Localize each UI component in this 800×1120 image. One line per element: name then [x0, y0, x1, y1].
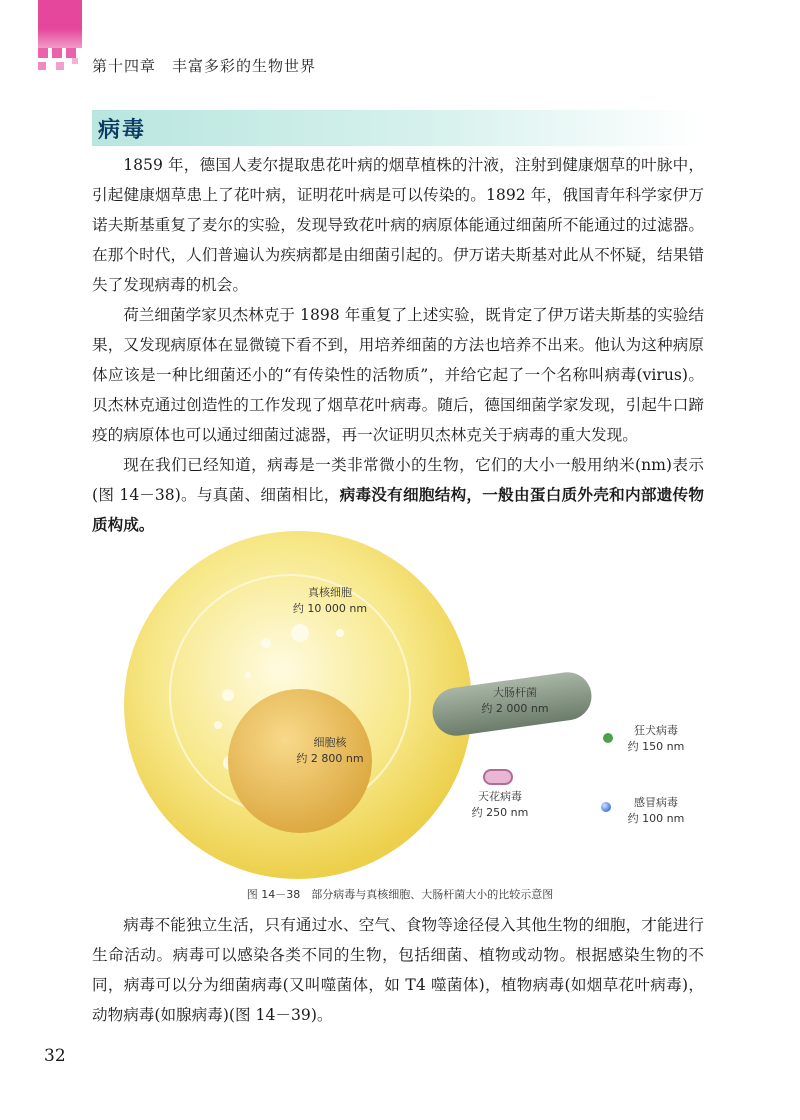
- nucleus-size: 约 2 800 nm: [296, 752, 364, 765]
- paragraph-2: 荷兰细菌学家贝杰林克于 1898 年重复了上述实验，既肯定了伊万诺夫斯基的实验结果，又发现病原体在显微镜下看不到，用培养细菌的方法也培养不出来。他认为这种病原体应该是一种比细菌还小的“有传染性的活物质”，并给它起了一个名称叫病毒(virus)。贝杰林克通过创造性的工作发现了烟草花叶病毒。随后，德国细菌学家发现，引起牛口蹄疫的病原体也可以通过细菌过滤器，再一次证明贝杰林克关于病毒的重大发现。: [92, 306, 704, 444]
- section-title: 病毒: [98, 118, 147, 143]
- rabies-name: 狂犬病毒: [634, 724, 678, 737]
- nucleus-label: [270, 735, 390, 767]
- figure-caption: 图 14－38 部分病毒与真核细胞、大肠杆菌大小的比较示意图: [246, 888, 554, 901]
- smallpox-virus: [484, 770, 512, 784]
- flu-virus: [601, 802, 611, 812]
- eukaryote-label: [270, 585, 390, 617]
- nucleus-name: 细胞核: [313, 736, 347, 749]
- smallpox-name: 天花病毒: [478, 790, 522, 803]
- figure-illustration: [120, 525, 700, 885]
- smallpox-label: [450, 789, 550, 821]
- eukaryote-size: 约 10 000 nm: [292, 602, 368, 615]
- paragraph-3-key-point: 病毒没有细胞结构，一般由蛋白质外壳和内部遗传物质构成。: [92, 486, 704, 534]
- flu-label: [616, 795, 696, 827]
- flu-size: 约 100 nm: [627, 812, 685, 825]
- chapter-title: 第十四章 丰富多彩的生物世界: [92, 57, 317, 75]
- body-text-upper: [92, 150, 704, 540]
- size-comparison-figure: [120, 525, 700, 885]
- eukaryote-name: 真核细胞: [308, 586, 352, 599]
- smallpox-size: 约 250 nm: [471, 806, 529, 819]
- ecoli-size: 约 2 000 nm: [481, 702, 549, 715]
- ecoli-name: 大肠杆菌: [493, 686, 537, 699]
- rabies-label: [616, 723, 696, 755]
- flu-name: 感冒病毒: [634, 796, 678, 809]
- ecoli-label: [460, 685, 570, 717]
- paragraph-3-text: 现在我们已经知道，病毒是一类非常微小的生物，它们的大小一般用纳米(nm)表示(图 14－38)。与真菌、细菌相比，: [92, 456, 704, 504]
- chapter-color-tab: [38, 0, 82, 48]
- rabies-virus: [603, 733, 613, 743]
- rabies-size: 约 150 nm: [627, 740, 685, 753]
- page-number: 32: [44, 1046, 66, 1066]
- section-heading-bar: [92, 110, 702, 146]
- body-text-lower: [92, 910, 704, 1030]
- paragraph-4: 病毒不能独立生活，只有通过水、空气、食物等途径侵入其他生物的细胞，才能进行生命活动。病毒可以感染各类不同的生物，包括细菌、植物或动物。根据感染生物的不同，病毒可以分为细菌病毒(又叫噬菌体，如 T4 噬菌体)，植物病毒(如烟草花叶病毒)，动物病毒(如腺病毒)(图 14－39)。: [92, 916, 704, 1024]
- paragraph-1: 1859 年，德国人麦尔提取患花叶病的烟草植株的汁液，注射到健康烟草的叶脉中，引起健康烟草患上了花叶病，证明花叶病是可以传染的。1892 年，俄国青年科学家伊万诺夫斯基重复了麦尔的实验，发现导致花叶病的病原体能通过细菌所不能通过的过滤器。在那个时代，人们普遍认为疾病都是由细菌引起的。伊万诺夫斯基对此从不怀疑，结果错失了发现病毒的机会。: [92, 156, 704, 294]
